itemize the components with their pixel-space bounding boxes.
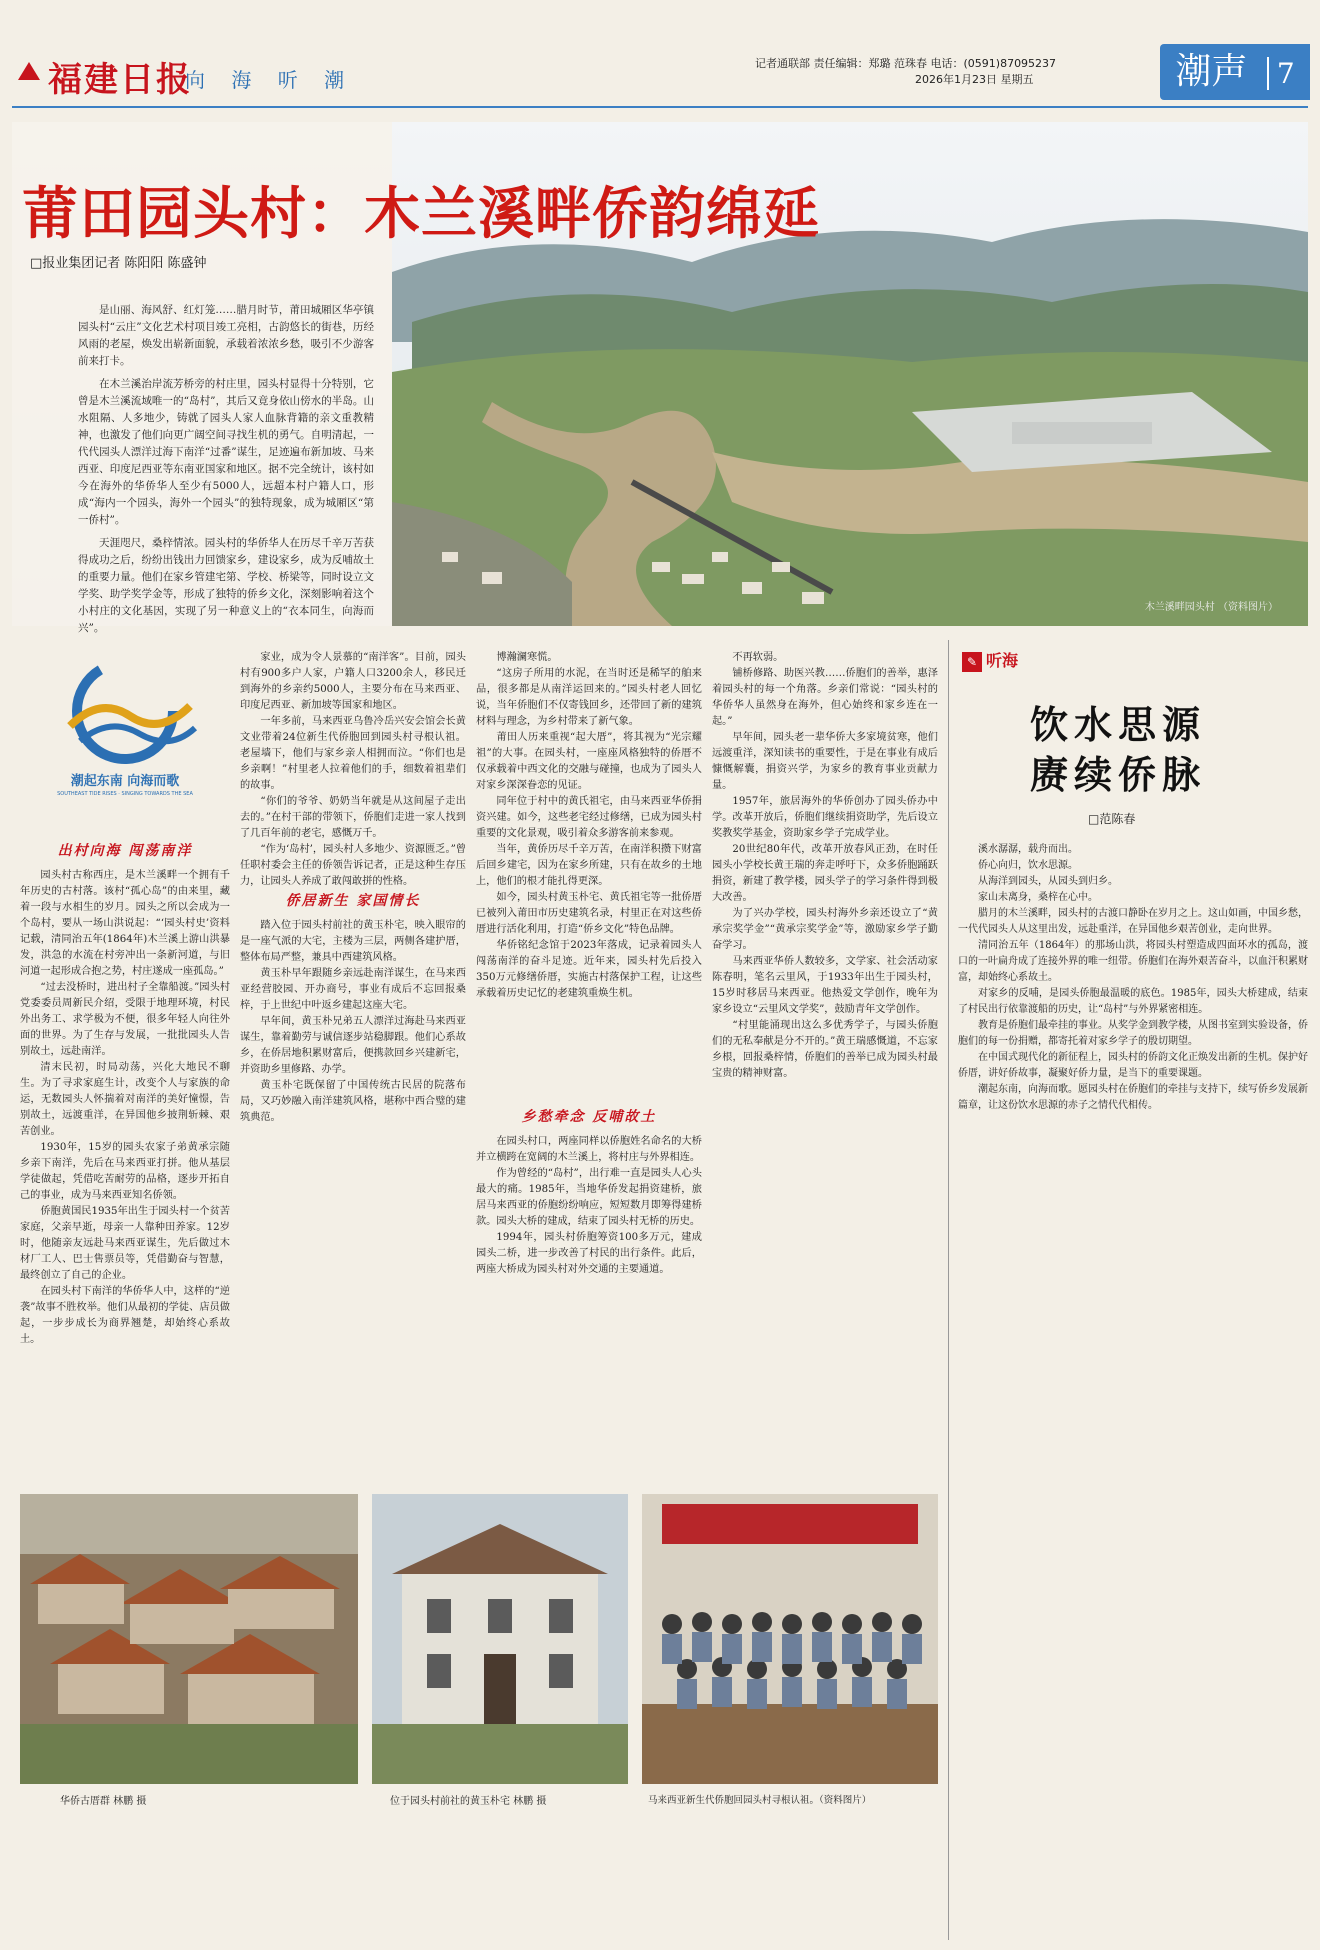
sidebar-divider bbox=[948, 640, 949, 1940]
section-name: 向 海 听 潮 bbox=[185, 68, 355, 92]
date-line: 2026年1月23日 星期五 bbox=[915, 73, 1034, 86]
tab-label: 潮声 bbox=[1175, 51, 1248, 92]
paragraph: “村里能涌现出这么多优秀学子，与园头侨胞们的无私奉献是分不开的。”黄王瑞感慨道，不忘家乡根，回报桑梓情，侨胞们的善举已成为园头村最宝贵的精神财富。 bbox=[712, 1020, 938, 1079]
byline: □报业集团记者 陈阳阳 陈盛钟 bbox=[30, 256, 207, 271]
emblem-subtitle: SOUTHEAST TIDE RISES · SINGING TOWARDS THE SEA bbox=[57, 791, 193, 797]
emblem-title: 潮起东南 向海而歌 bbox=[70, 774, 180, 789]
old-houses-illustration bbox=[20, 1494, 358, 1784]
pen-icon: ✎ bbox=[962, 652, 982, 672]
paragraph: 在园头村口，两座同样以侨胞姓名命名的大桥并立横跨在宽阔的木兰溪上，将村庄与外界相连。 bbox=[476, 1136, 702, 1163]
paragraph: 腊月的木兰溪畔，园头村的古渡口静卧在岁月之上。这山如画，中国乡愁，一代代园头人从这里出发，远赴重洋，在异国他乡艰苦创业，走向世界。 bbox=[958, 908, 1308, 935]
paragraph: 马来西亚华侨人数较多，文学家、社会活动家陈春明，笔名云里风，于1933年出生于园头村，15岁时移居马来西亚。他热爱文学创作，晚年为家乡设立“云里风文学奖”，鼓励青年文学创作。 bbox=[712, 956, 938, 1015]
paragraph: 1957年，旅居海外的华侨创办了园头侨办中学。改革开放后，侨胞们继续捐资助学，先后设立奖教奖学基金，资助家乡学子完成学业。 bbox=[712, 796, 938, 839]
paragraph: “作为‘岛村’，园头村人多地少、资源匮乏。”曾任职村委会主任的侨领告诉记者，正是这种生存压力，让园头人养成了敢闯敢拼的性格。 bbox=[240, 844, 466, 887]
sidebar-title bbox=[1030, 700, 1270, 800]
paragraph: 当年，黄侨历尽千辛万苦，在南洋积攒下财富后回乡建宅，因为在家乡所建，只有在故乡的土地上，他们的根才能扎得更深。 bbox=[476, 844, 702, 887]
photo-caption: 马来西亚新生代侨胞回园头村寻根认祖。（资料图片） bbox=[648, 1795, 872, 1806]
lede-paragraph: 天涯咫尺，桑梓情浓。园头村的华侨华人在历尽千辛万苦获得成功之后，纷纷出钱出力回馈家乡，建设家乡，成为反哺故土的重要力量。他们在家乡管建宅第、学校、桥梁等，同时设立文学奖、助学奖学金等，形成了独特的侨乡文化，深刻影响着这个小村庄的文化基因，实现了另一种意义上的“衣本同生，向海而兴”。 bbox=[78, 537, 374, 634]
masthead bbox=[0, 0, 1320, 110]
paragraph: 1994年，园头村侨胞筹资100多万元，建成园头二桥，进一步改善了村民的出行条件。此后，两座大桥成为园头村对外交通的主要通道。 bbox=[476, 1232, 702, 1275]
sidebar-title-line: 饮水思源 bbox=[1030, 702, 1207, 747]
article-column-1 bbox=[20, 868, 230, 1480]
paragraph: 家业，成为令人景慕的“南洋客”。目前，园头村有900多户人家，户籍人口3200余人，移民迁到海外的乡亲约5000人，主要分布在马来西亚、印度尼西亚、新加坡等国家和地区。 bbox=[240, 652, 466, 711]
paragraph: 如今，园头村黄玉朴宅、黄氏祖宅等一批侨厝已被列入莆田市历史建筑名录，村里正在对这些侨厝进行活化利用，打造“侨乡文化”特色品牌。 bbox=[476, 892, 702, 935]
paragraph: “这房子所用的水泥，在当时还是稀罕的舶来品，很多都是从南洋运回来的。”园头村老人回忆说，当年侨胞们不仅寄钱回乡，还带回了新的建筑材料与理念，为乡村带来了新气象。 bbox=[476, 668, 702, 727]
sidebar-label bbox=[962, 648, 1018, 672]
paragraph: 在园头村下南洋的华侨华人中，这样的“逆袭”故事不胜枚举。他们从最初的学徒、店员做起，一步步成长为商界翘楚，却始终心系故土。 bbox=[20, 1286, 230, 1345]
photo-huang-yupu-house bbox=[372, 1494, 628, 1784]
article-column-2a bbox=[240, 650, 466, 887]
paragraph: 清末民初，时局动荡，兴化大地民不聊生。为了寻求家庭生计，改变个人与家族的命运，无数园头人怀揣着对南洋的美好憧憬，告别故土，远渡重洋，在异国他乡披荆斩棘、艰苦创业。 bbox=[20, 1062, 230, 1137]
lede bbox=[78, 302, 374, 643]
page-title: 莆田园头村：木兰溪畔侨韵绵延 bbox=[22, 181, 820, 247]
article-column-4 bbox=[712, 650, 938, 1480]
paragraph: 20世纪80年代，改革开放春风正劲，在时任园头小学校长黄王瑞的奔走呼吁下，众多侨胞踊跃捐资，新建了教学楼，园头学子的学习条件得到极大改善。 bbox=[712, 844, 938, 903]
page-tab bbox=[1160, 44, 1310, 100]
subhead-3: 乡愁牵念 反哺故土 bbox=[521, 1109, 657, 1125]
page-meta bbox=[755, 56, 1056, 88]
paragraph: “你们的爷爷、奶奶当年就是从这间屋子走出去的。”在村干部的带领下，侨胞们走进一家人找到了几百年前的老宅，感慨万千。 bbox=[240, 796, 466, 839]
masthead-divider bbox=[12, 106, 1308, 108]
paragraph: 莆田人历来重视“起大厝”，将其视为“光宗耀祖”的大事。在园头村，一座座风格独特的侨厝不仅承载着中西文化的交融与碰撞，也成为了园头人对家乡深深眷恋的见证。 bbox=[476, 732, 702, 791]
paragraph: 同年位于村中的黄氏祖宅，由马来西亚华侨捐资兴建。如今，这些老宅经过修缮，已成为园头村重要的文化景观，吸引着众多游客前来参观。 bbox=[476, 796, 702, 839]
paragraph: 家山未离身，桑梓在心中。 bbox=[978, 892, 1098, 903]
sidebar-title-line: 赓续侨脉 bbox=[1030, 752, 1207, 797]
article-column-2b bbox=[240, 918, 466, 1480]
paragraph: 早年间，黄玉朴兄弟五人漂洋过海赴马来西亚谋生，靠着勤劳与诚信逐步站稳脚跟。他们心系故乡，在侨居地积累财富后，便携款回乡兴建新宅，并资助乡里修路、办学。 bbox=[240, 1016, 466, 1075]
photo-old-houses bbox=[20, 1494, 358, 1784]
paragraph: 侨心向归，饮水思源。 bbox=[978, 860, 1078, 871]
editor-line: 记者通联部 责任编辑：郑璐 范珠春 电话：(0591)87095237 bbox=[755, 57, 1057, 70]
lede-paragraph: 是山丽、海风舒、红灯笼……腊月时节，莆田城厢区华亭镇园头村“云庄”文化艺术村项目竣工亮相，古韵悠长的街巷，历经风雨的老屋，焕发出崭新面貌，承载着浓浓乡愁，吸引不少游客前来打卡。 bbox=[78, 304, 374, 367]
paragraph: 早年间，园头老一辈华侨大多家境贫寒，他们远渡重洋，深知读书的重要性，于是在事业有成后慷慨解囊，捐资兴学，为家乡的教育事业贡献力量。 bbox=[712, 732, 938, 791]
paragraph: 侨胞黄国民1935年出生于园头村一个贫苦家庭，父亲早逝，母亲一人靠种田养家。12岁时，他随亲友远赴马来西亚谋生，先后做过木材厂工人、巴士售票员等，凭借勤奋与智慧，最终创立了自己的企业。 bbox=[20, 1206, 230, 1281]
paragraph: 作为曾经的“岛村”，出行难一直是园头人心头最大的痛。1985年，当地华侨发起捐资建桥，旅居马来西亚的侨胞纷纷响应，短短数月即筹得建桥款。园头大桥的建成，结束了园头村无桥的历史。 bbox=[476, 1168, 702, 1227]
paragraph: 踏入位于园头村前社的黄玉朴宅，映入眼帘的是一座气派的大宅，主楼为三层，两侧各建护厝，整体布局严整，兼具中西建筑风格。 bbox=[240, 920, 466, 963]
subhead-1: 出村向海 闯荡南洋 bbox=[57, 843, 193, 859]
subhead-2: 侨居新生 家国情长 bbox=[285, 893, 421, 909]
sidebar-body bbox=[958, 842, 1308, 1932]
paragraph: 潮起东南，向海而歌。愿园头村在侨胞们的牵挂与支持下，续写侨乡发展新篇章，让这份饮水思源的赤子之情代代相传。 bbox=[958, 1084, 1308, 1111]
paragraph: 为了兴办学校，园头村海外乡亲还设立了“黄承宗奖学金”“黄承宗奖学金”等，激励家乡学子勤奋学习。 bbox=[712, 908, 938, 951]
page-number: 7 bbox=[1267, 57, 1295, 90]
hero-photo-caption: 木兰溪畔园头村 （资料图片） bbox=[1144, 602, 1278, 613]
paragraph: 清同治五年（1864年）的那场山洪，将园头村塑造成四面环水的孤岛，渡口的一叶扁舟成了连接外界的唯一纽带。侨胞们在海外艰苦奋斗，以血汗积累财富，却始终心系故土。 bbox=[958, 940, 1308, 983]
paragraph: 从海洋到园头，从园头到归乡。 bbox=[978, 876, 1118, 887]
group-photo-illustration bbox=[642, 1494, 938, 1784]
lede-paragraph: 在木兰溪治岸流芳桥旁的村庄里，园头村显得十分特别，它曾是木兰溪流域唯一的“岛村”，其后又竟身依山傍水的半岛。山水阻隔、人多地少，铸就了园头人家人血脉背籍的亲文重教精神，也激发了他们向更广阔空间寻找生机的勇气。自明清起，一代代园头人漂洋过海下南洋“过番”谋生，足迹遍布新加坡、马来西亚、印度尼西亚等东南亚国家和地区。据不完全统计，该村如今在海外的华侨华人至少有5000人，远超本村户籍人口，形成“海内一个园头，海外一个园头”的独特现象，成为城厢区“第一侨村”。 bbox=[78, 378, 374, 526]
paragraph: 1930年，15岁的园头农家子弟黄承宗随乡亲下南洋，先后在马来西亚打拼。他从基层学徒做起，凭借吃苦耐劳的品格，逐步开拓自己的事业，成为马来西亚知名侨领。 bbox=[20, 1142, 230, 1201]
photo-caption: 位于园头村前社的黄玉朴宅 林鹏 摄 bbox=[390, 1796, 547, 1807]
paragraph: 园头村古称西庄，是木兰溪畔一个拥有千年历史的古村落。该村“孤心岛”的由来里，藏着一段与水相生的岁月。园头之所以会成为一个岛村，要从一场山洪说起：“‘园头村史’资料记载，清同治五年(1864年)木兰溪上游山洪暴发，洪急的水流在村旁冲出一条新河道，与旧河道一起形成合抱之势，村庄遂成一座孤岛。” bbox=[20, 870, 230, 977]
article-column-3a bbox=[476, 650, 702, 1090]
photo-caption: 华侨古厝群 林鹏 摄 bbox=[60, 1796, 147, 1807]
article-column-3b bbox=[476, 1134, 702, 1480]
paragraph: 黄玉朴宅既保留了中国传统古民居的院落布局，又巧妙融入南洋建筑风格，堪称中西合璧的建筑典范。 bbox=[240, 1080, 466, 1123]
huang-yupu-house-illustration bbox=[372, 1494, 628, 1784]
sidebar-byline: □范陈春 bbox=[1088, 812, 1136, 826]
wave-emblem-icon bbox=[30, 656, 220, 766]
paragraph: 在中国式现代化的新征程上，园头村的侨韵文化正焕发出新的生机。保护好侨厝，讲好侨故事，凝聚好侨力量，是当下的重要课题。 bbox=[958, 1052, 1308, 1079]
paragraph: 不再软弱。 bbox=[732, 652, 784, 663]
series-emblem bbox=[30, 656, 220, 806]
paragraph: 溪水潺潺，载舟而出。 bbox=[978, 844, 1078, 855]
sidebar-label-text: 听海 bbox=[986, 651, 1019, 670]
paragraph: 一年多前，马来西亚乌鲁冷岳兴安会馆会长黄文业带着24位新生代侨胞回到园头村寻根认祖。老屋墙下，他们与家乡亲人相拥而泣。“你们也是乡亲啊！”村里老人拉着他们的手，细数着祖辈们的故事。 bbox=[240, 716, 466, 791]
paragraph: “过去没桥时，进出村子全靠船渡。”园头村党委委员周新民介绍，受限于地理环境，村民外出务工、求学极为不便，很多年轻人向往外面的世界。为了生存与发展，一批批园头人告别故土，远赴南洋。 bbox=[20, 982, 230, 1057]
paragraph: 对家乡的反哺，是园头侨胞最温暖的底色。1985年，园头大桥建成，结束了村民出行依靠渡船的历史，让“岛村”与外界紧密相连。 bbox=[958, 988, 1308, 1015]
paragraph: 华侨铭纪念馆于2023年落成，记录着园头人闯荡南洋的奋斗足迹。近年来，园头村先后投入350万元修缮侨厝，实施古村落保护工程，让这些承载着历史记忆的老建筑重焕生机。 bbox=[476, 940, 702, 999]
paragraph: 黄玉朴早年跟随乡亲远赴南洋谋生，在马来西亚经营胶园、开办商号，事业有成后不忘回报桑梓，于上世纪中叶返乡建起这座大宅。 bbox=[240, 968, 466, 1011]
paragraph: 博瀚澜寒慌。 bbox=[496, 652, 558, 663]
newspaper-logo-icon bbox=[16, 58, 42, 84]
paragraph: 铺桥修路、助医兴教……侨胞们的善举，惠泽着园头村的每一个角落。乡亲们常说：“园头村的华侨华人虽然身在海外，但心始终和家乡连在一起。” bbox=[712, 668, 938, 727]
photo-overseas-youth bbox=[642, 1494, 938, 1784]
newspaper-logo: 福建日报 bbox=[48, 60, 192, 100]
paragraph: 教育是侨胞们最牵挂的事业。从奖学金到教学楼，从图书室到实验设备，侨胞们的每一份捐赠，都寄托着对家乡学子的殷切期望。 bbox=[958, 1020, 1308, 1047]
